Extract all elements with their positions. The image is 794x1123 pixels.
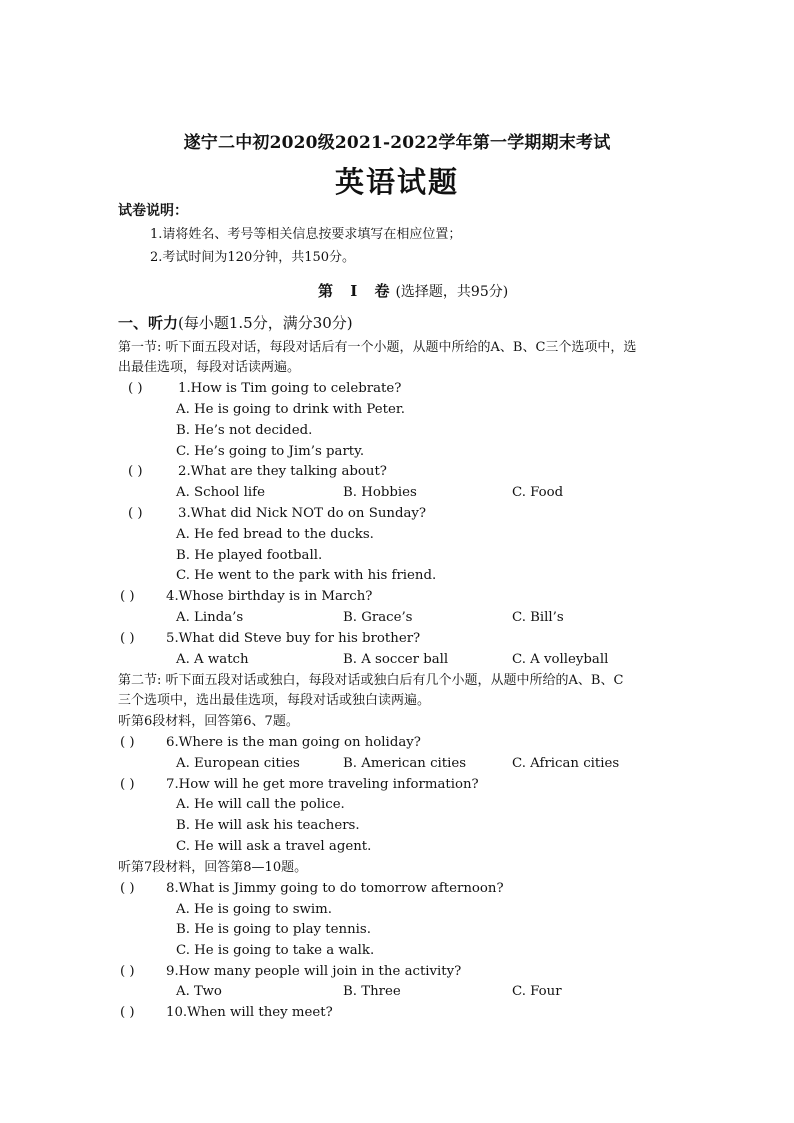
subject-title: 英语试题 [334,165,459,199]
option: A. He is going to drink with Peter. [176,402,405,417]
question-text: 6.Where is the man going on holiday? [166,735,421,750]
option: A. A watch [176,652,249,667]
question-text: 8.What is Jimmy going to do tomorrow afternoon? [166,881,504,896]
question-text: 1.How is Tim going to celebrate? [178,381,402,396]
option: C. He went to the park with his friend. [176,568,437,583]
answer-bracket[interactable]: ( ) [120,777,135,792]
question-text: 5.What did Steve buy for his brother? [166,631,421,646]
option: A. Linda’s [176,610,244,625]
exam-title: 遂宁二中初2020级2021-2022学年第一学期期末考试 [183,133,611,153]
answer-bracket[interactable]: ( ) [120,964,135,979]
question-text: 9.How many people will join in the activity? [166,964,462,979]
answer-bracket[interactable]: ( ) [128,506,143,521]
option: A. School life [176,485,265,500]
question-text: 2.What are they talking about? [178,464,387,479]
answer-bracket[interactable]: ( ) [120,1005,135,1020]
volume-heading [318,281,508,302]
option: B. He will ask his teachers. [176,818,360,833]
section-title: 一、听力 [118,314,179,332]
question-text: 7.How will he get more traveling information? [166,777,479,792]
option: B. He’s not decided. [176,423,313,438]
option: C. Food [512,485,564,500]
option: B. A soccer ball [343,652,449,667]
volume-desc: (选择题，共95分) [395,284,509,300]
part2-instruction: 三个选项中，选出最佳选项，每段对话或独白读两遍。 [118,693,431,708]
option: C. He’s going to Jim’s party. [176,444,365,459]
option: A. He is going to swim. [176,902,332,917]
answer-bracket[interactable]: ( ) [128,381,143,396]
volume-name: 第 Ⅰ 卷 [318,282,396,300]
option: B. He is going to play tennis. [176,922,371,937]
option: C. African cities [512,756,620,771]
question-text: 3.What did Nick NOT do on Sunday? [178,506,427,521]
option: A. Two [176,984,222,999]
option: C. He is going to take a walk. [176,943,375,958]
part2-instruction: 第二节: 听下面五段对话或独白，每段对话或独白后有几个小题，从题中所给的A、B、C [118,673,624,688]
option: A. He will call the police. [176,797,345,812]
answer-bracket[interactable]: ( ) [120,881,135,896]
section-desc: (每小题1.5分，满分30分) [178,314,353,332]
material-prompt: 听第7段材料，回答第8—10题。 [118,860,308,875]
material-prompt: 听第6段材料，回答第6、7题。 [118,714,299,729]
answer-bracket[interactable]: ( ) [120,631,135,646]
option: B. American cities [343,756,467,771]
part1-instruction: 第一节: 听下面五段对话，每段对话后有一个小题，从题中所给的A、B、C三个选项中，选 [118,340,637,355]
option: B. He played football. [176,548,323,563]
option: C. A volleyball [512,652,609,667]
option: C. He will ask a travel agent. [176,839,372,854]
question-text: 10.When will they meet? [166,1005,333,1020]
answer-bracket[interactable]: ( ) [128,464,143,479]
option: B. Grace’s [343,610,413,625]
question-text: 4.Whose birthday is in March? [166,589,373,604]
notes-heading: 试卷说明： [118,203,188,219]
option: B. Hobbies [343,485,417,500]
answer-bracket[interactable]: ( ) [120,735,135,750]
section-heading [118,313,353,333]
option: A. European cities [176,756,300,771]
note-item: 1.请将姓名、考号等相关信息按要求填写在相应位置； [150,227,462,242]
answer-bracket[interactable]: ( ) [120,589,135,604]
option: A. He fed bread to the ducks. [176,527,374,542]
option: C. Four [512,984,562,999]
option: C. Bill’s [512,610,564,625]
note-item: 2.考试时间为120分钟，共150分。 [150,250,356,265]
option: B. Three [343,984,401,999]
part1-instruction: 出最佳选项，每段对话读两遍。 [118,360,301,375]
